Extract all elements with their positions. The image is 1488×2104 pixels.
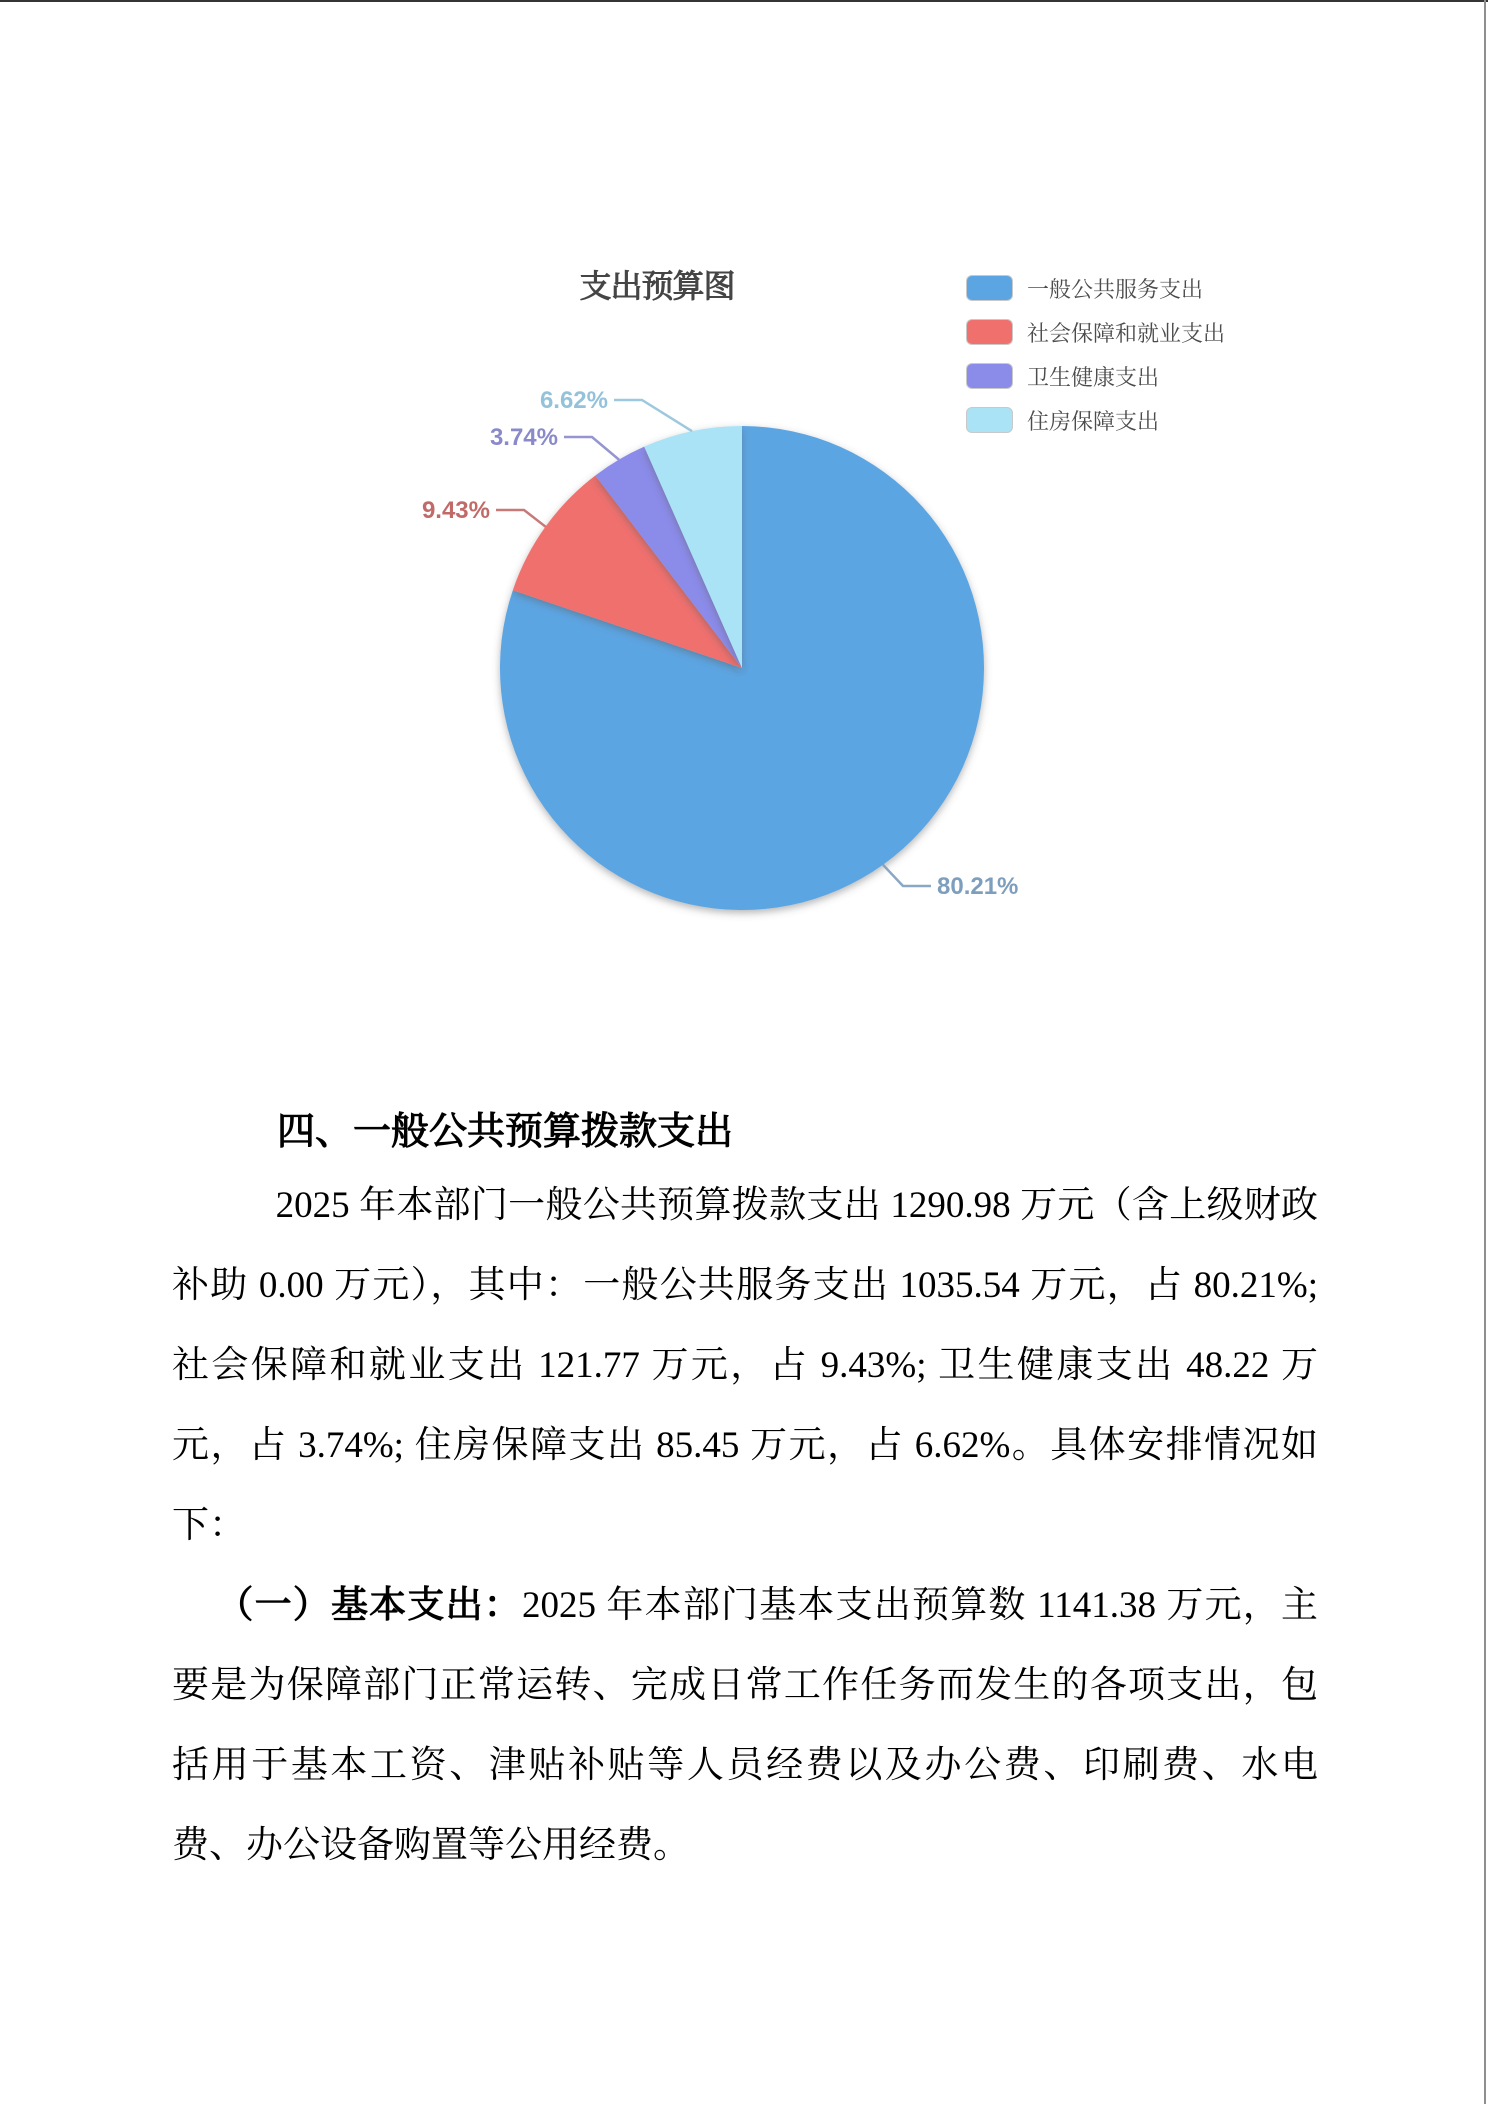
- legend-swatch-icon: [966, 319, 1013, 345]
- label-leader-line-1: [496, 510, 546, 527]
- paragraph-basic-expenditure: [172, 1566, 1318, 1886]
- paragraph-lead: （一）基本支出：: [216, 1585, 522, 1626]
- legend-item-1: [966, 310, 1225, 354]
- legend-item-2: [966, 354, 1225, 398]
- legend-swatch-icon: [966, 275, 1013, 301]
- legend-label: 社会保障和就业支出: [1027, 320, 1226, 346]
- label-leader-line-0: [883, 865, 931, 886]
- paragraph-budget-summary: [172, 1166, 1318, 1566]
- label-leader-line-3: [614, 400, 692, 431]
- pie: [500, 426, 984, 910]
- legend-label: 住房保障支出: [1027, 408, 1160, 434]
- legend-item-3: [966, 398, 1225, 442]
- chart-title: 支出预算图: [579, 268, 735, 304]
- section-heading: 四、一般公共预算拨款支出: [277, 1111, 734, 1153]
- paragraph-text: 2025 年本部门一般公共预算拨款支出 1290.98 万元（含上级财政补助 0.00 万元），其中：一般公共服务支出 1035.54 万元，占 80.21%; 社会保障和就业支出 121.77 万元，占 9.43%; 卫生健康支出 48.22 万元，占 3.74%; 住房保障支出 85.45 万元，占 6.62%。具体安排情况如下：: [172, 1185, 1318, 1546]
- pie-percent-label-2: 3.74%: [489, 424, 558, 451]
- legend-label: 卫生健康支出: [1027, 364, 1160, 390]
- pie-percent-label-3: 6.62%: [539, 387, 608, 414]
- legend-item-0: [966, 266, 1225, 310]
- pie-percent-label-0: 80.21%: [937, 873, 1019, 900]
- label-leader-line-2: [564, 437, 619, 460]
- document-body: [172, 1166, 1318, 1886]
- legend-label: 一般公共服务支出: [1027, 276, 1204, 302]
- pie-percent-label-1: 9.43%: [421, 497, 490, 524]
- chart-legend: [966, 266, 1225, 442]
- legend-swatch-icon: [966, 363, 1013, 389]
- paragraph-text: 2025 年本部门基本支出预算数 1141.38 万元，主要是为保障部门正常运转、完成日常工作任务而发生的各项支出，包括用于基本工资、津贴补贴等人员经费以及办公费、印刷费、水电费、办公设备购置等公用经费。: [172, 1585, 1318, 1866]
- legend-swatch-icon: [966, 407, 1013, 433]
